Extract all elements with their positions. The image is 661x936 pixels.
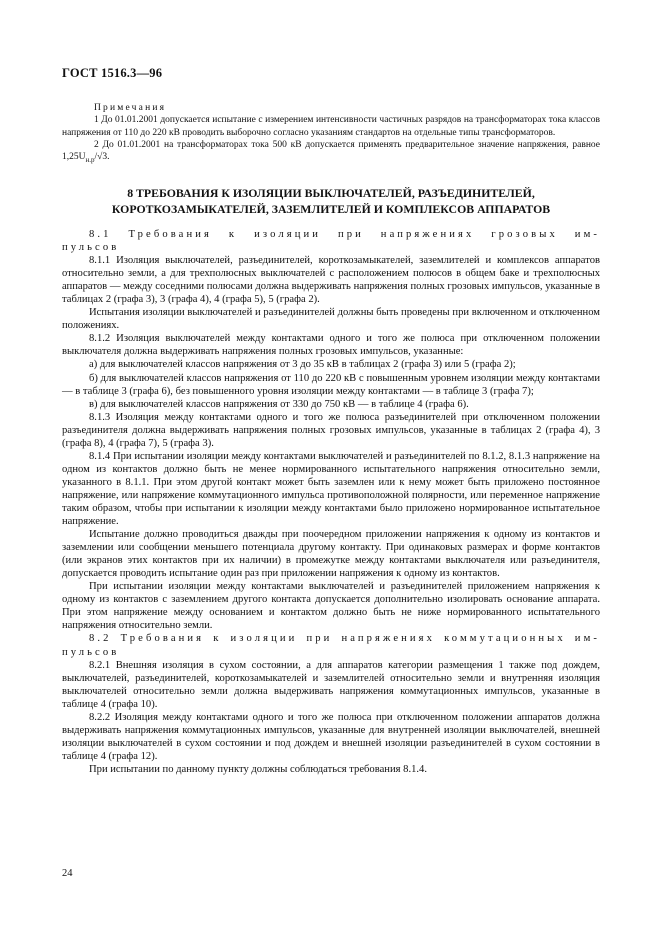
- clause-8-1-2-a: а) для выключателей классов напряжения от 3 до 35 кВ в таблицах 2 (графа 3) или 5 (графа 2);: [89, 359, 516, 371]
- clause-8-1-4-c: При испытании изоляции между контактами выключателей и разъединителей приложением напряжения к одному из контактов с заземлением другого контакта допускается дополнительно изолировать основание аппарата. При этом напряжение между основанием и контактом должно быть не ниже нормированного испытательного напряжения относительно земли.: [62, 581, 600, 632]
- section-title-line-2: КОРОТКОЗАМЫКАТЕЛЕЙ, ЗАЗЕМЛИТЕЛЕЙ И КОМПЛЕКСОВ АППАРАТОВ: [111, 201, 551, 216]
- clause-8-2-1: 8.2.1 Внешняя изоляция в сухом состоянии, а для аппаратов категории размещения 1 также под дождем, выключателей, разъединителей, короткозамыкателей и заземлителей относительно земли и внутренняя изоляция выключателей относительно земли должна выдерживать напряжения коммутационных импульсов, указанные в таблице 4 (графа 10).: [62, 659, 600, 710]
- section-title-line-1: 8 ТРЕБОВАНИЯ К ИЗОЛЯЦИИ ВЫКЛЮЧАТЕЛЕЙ, РАЗЪЕДИНИТЕЛЕЙ,: [127, 186, 535, 200]
- clause-8-1-4: 8.1.4 При испытании изоляции между контактами выключателей и разъединителей по 8.1.2, 8.1.3 напряжение на одном из контактов должно быть не менее нормированного испытательного напряжения относительно земли, указанного в 8.1.1. При этом другой контакт может быть заземлен или к нему может быть приложено постоянное напряжение, или напряжение коммутационного импульса противоположной полярности, или переменное напряжение таким образом, чтобы при испытании к изоляции между контактами было приложено нормированное испытательное напряжение.: [62, 450, 600, 528]
- note-2-subscript: н.р: [85, 156, 95, 165]
- clause-8-1-1-b: Испытания изоляции выключателей и разъединителей должны быть проведены при включенном и отключенном положениях.: [62, 307, 600, 332]
- clause-8-1-2-c: в) для выключателей классов напряжения от 330 до 750 кВ — в таблице 4 (графа 6).: [89, 398, 469, 410]
- subsection-8-1-heading-cont: пульсов: [62, 242, 120, 254]
- page-number: 24: [62, 868, 73, 879]
- note-2-tail: /√3.: [94, 152, 110, 163]
- subsection-8-2-heading-cont: пульсов: [62, 646, 120, 658]
- standard-header: ГОСТ 1516.3—96: [62, 66, 163, 80]
- subsection-8-1-heading: 8.1 Требования к изоляции при напряжениях грозовых им-: [89, 229, 600, 240]
- subsection-8-2-heading: 8.2 Требования к изоляции при напряжениях коммутационных им-: [89, 633, 600, 645]
- clause-8-1-2: 8.1.2 Изоляция выключателей между контактами одного и того же полюса при отключенном положении выключателя должна выдерживать напряжения полных грозовых импульсов, указанные:: [62, 333, 600, 358]
- note-2: [62, 139, 600, 166]
- clause-8-1-2-b: б) для выключателей классов напряжения от 110 до 220 кВ с повышенным уровнем изоляции между контактами — в таблице 3 (графа 6), без повышенного уровня изоляции между контактами — в таблице 3 (графа 7);: [62, 372, 600, 397]
- clause-8-2-2-b: При испытании по данному пункту должны соблюдаться требования 8.1.4.: [89, 763, 427, 775]
- clause-8-2-2: 8.2.2 Изоляция между контактами одного и того же полюса при отключенном положении аппаратов должна выдерживать напряжения коммутационных импульсов, указанные для внутренней изоляции выключателей, внешней изоляции выключателей в сухом состоянии и под дождем и внешней изоляции разъединителей в сухом состоянии в таблице 4 (графа 12).: [62, 711, 600, 762]
- notes-block: [62, 102, 600, 166]
- note-2-text: 2 До 01.01.2001 на трансформаторах тока 500 кВ допускается применять предварительное значение напряжения, равное 1,25U: [62, 139, 600, 163]
- clause-8-1-4-b: Испытание должно проводиться дважды при поочередном приложении напряжения к одному из контактов и заземлении или сообщении меньшего потенциала другому контакту. При одинаковых размерах и форме контактов (или экранов этих контактов при их наличии) в промежутке между контактами выключателя или разъединителя, допускается проводить испытание один раз при приложении напряжения к одному из контактов.: [62, 529, 600, 580]
- clause-8-1-3: 8.1.3 Изоляция между контактами одного и того же полюса разъединителей при отключенном положении разъединителя должна выдерживать напряжения полных грозовых импульсов, указанные в таблицах 2 (графа 4), 3 (графа 8), 4 (графа 7), 5 (графа 3).: [62, 411, 600, 449]
- clause-8-1-1: 8.1.1 Изоляция выключателей, разъединителей, короткозамыкателей, заземлителей и комплексов аппаратов относительно земли, а для трехполюсных выключателей с расположением полюсов в общем баке и трехполюсных аппаратов — между соседними полюсами должна выдерживать напряжения полных грозовых импульсов, указанные в таблицах 2 (графа 3), 3 (графа 4), 4 (графа 5), 5 (графа 2).: [62, 255, 600, 306]
- notes-title: Примечания: [94, 103, 167, 113]
- note-1: 1 До 01.01.2001 допускается испытание с измерением интенсивности частичных разрядов на трансформаторах тока классов напряжения от 110 до 220 кВ проводить выборочно согласно указаниям стандартов на отдельные типы трансформаторов.: [62, 115, 600, 138]
- section-body: [62, 228, 600, 776]
- section-title: [62, 186, 600, 217]
